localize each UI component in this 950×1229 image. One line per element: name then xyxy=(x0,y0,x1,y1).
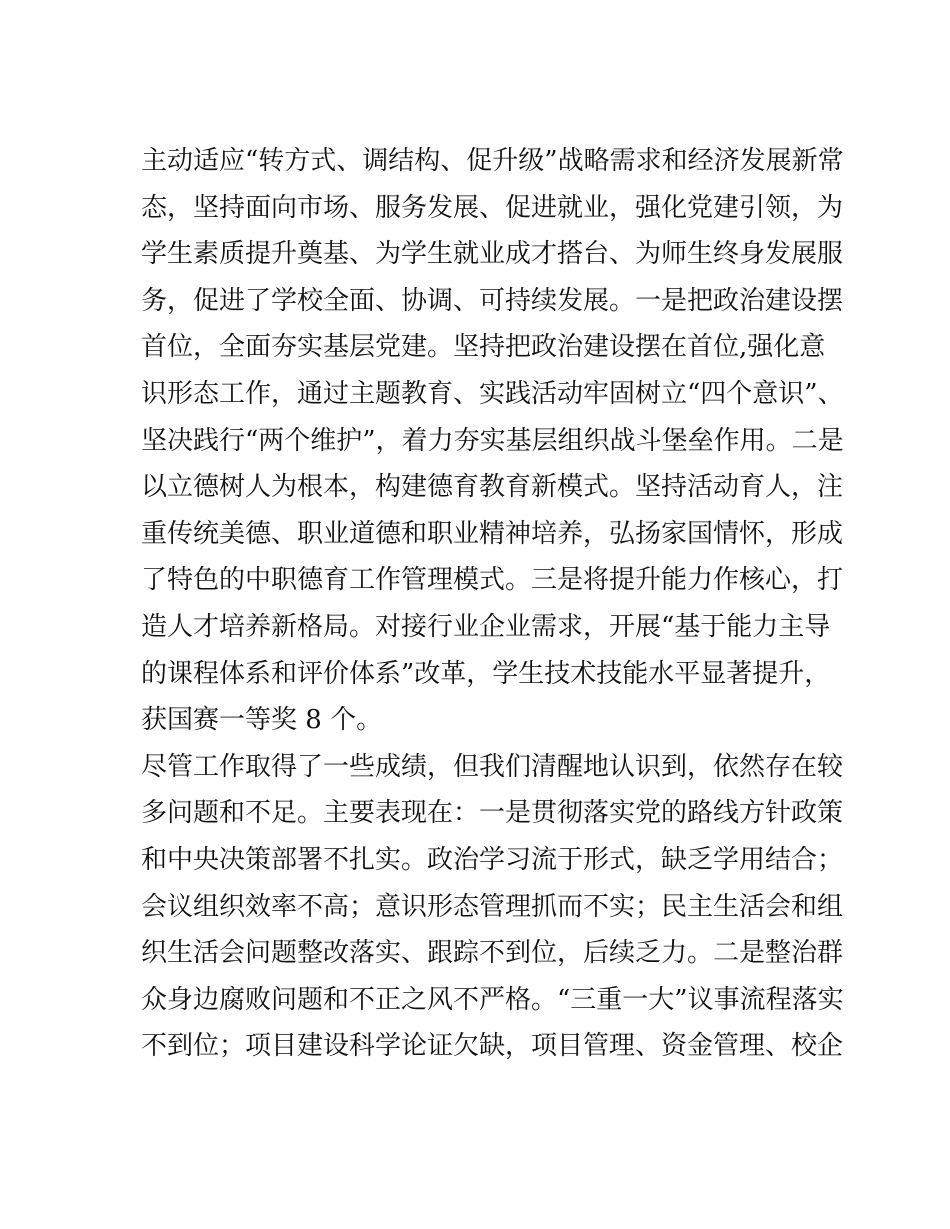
text-line: 多问题和不足。主要表现在：一是贯彻落实党的路线方针政策 xyxy=(141,798,844,829)
text-line: 织生活会问题整改落实、跟踪不到位，后续乏力。二是整治群 xyxy=(141,938,844,969)
text-line: 尽管工作取得了一些成绩，但我们清醒地认识到，依然存在较 xyxy=(141,751,844,782)
text-line: 务，促进了学校全面、协调、可持续发展。一是把政治建设摆 xyxy=(141,285,844,316)
body-text xyxy=(141,138,844,1070)
text-line: 主动适应“转方式、调结构、促升级”战略需求和经济发展新常 xyxy=(141,146,844,176)
text-line: 的课程体系和评价体系”改革，学生技术技能水平显著提升， xyxy=(141,658,831,689)
text-line: 众身边腐败问题和不正之风不严格。“三重一大”议事流程落实 xyxy=(141,984,844,1015)
text-line: 获国赛一等奖 8 个。 xyxy=(141,705,383,736)
text-line: 识形态工作，通过主题教育、实践活动牢固树立“四个意识”、 xyxy=(141,378,844,409)
text-line: 学生素质提升奠基、为学生就业成才搭台、为师生终身发展服 xyxy=(141,239,844,270)
text-line: 坚决践行“两个维护”，着力夯实基层组织战斗堡垒作用。二是 xyxy=(141,425,844,456)
text-line: 首位，全面夯实基层党建。坚持把政治建设摆在首位,强化意 xyxy=(141,332,826,363)
text-line: 不到位；项目建设科学论证欠缺，项目管理、资金管理、校企 xyxy=(141,1031,844,1062)
text-line: 会议组织效率不高；意识形态管理抓而不实；民主生活会和组 xyxy=(141,891,844,922)
text-line: 重传统美德、职业道德和职业精神培养，弘扬家国情怀，形成 xyxy=(141,518,844,549)
text-line: 态，坚持面向市场、服务发展、促进就业，强化党建引领，为 xyxy=(141,192,844,223)
text-line: 和中央决策部署不扎实。政治学习流于形式，缺乏学用结合； xyxy=(141,844,844,875)
text-line: 造人才培养新格局。对接行业企业需求，开展“基于能力主导 xyxy=(141,611,831,642)
text-line: 以立德树人为根本，构建德育教育新模式。坚持活动育人，注 xyxy=(141,472,844,503)
text-line: 了特色的中职德育工作管理模式。三是将提升能力作核心，打 xyxy=(141,565,844,596)
